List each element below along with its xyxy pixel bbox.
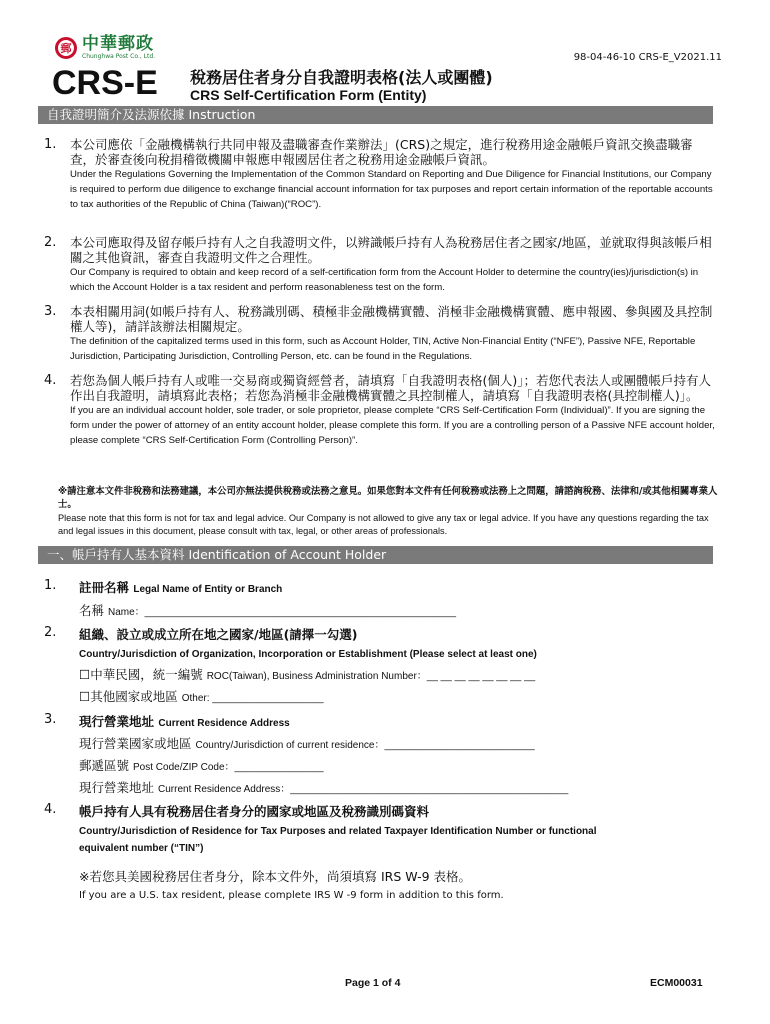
item-text-cn: 若您為個人帳戶持有人或唯一交易商或獨資經營者，請填寫「自我證明表格(個人)」；若您代表法人或團體帳戶持有人作出自我證明，請填寫此表格；若您為消極非金融機構實體之具控制權人，請填寫「自我證明表格(具控制權人)」。 xyxy=(70,373,712,403)
option-roc-label-en: ROC(Taiwan), Business Administration Number：__ __ __ __ __ __ __ __ xyxy=(206,671,536,682)
item-text-en: Under the Regulations Governing the Implementation of the Common Standard on Reporting and Due Diligence for Financial Institutions, our Company is required to perform due diligence to exchange financial account information for tax purposes and report certain information of the reportable accounts to tax authorities of the Republic of China (Taiwan)(“ROC”). xyxy=(70,169,713,210)
field-title-cn: 註冊名稱 xyxy=(79,580,130,595)
field-title-cn: 現行營業地址 xyxy=(79,714,155,729)
field-title-cn: 帳戶持有人具有稅務居住者身分的國家或地區及稅務識別碼資料 xyxy=(79,804,430,819)
item-text-en: Our Company is required to obtain and keep record of a self-certification form from the Account Holder to determine the country(ies)/jurisdiction(s) in which the Account Holder is a tax resident and perform reasonableness test on the form. xyxy=(70,267,699,293)
legal-note xyxy=(58,486,718,537)
us-resident-note-en: If you are a U.S. tax resident, please complete IRS W -9 form in addition to this form. xyxy=(79,890,504,901)
document-number: 98-04-46-10 CRS-E_V2021.11 xyxy=(573,52,722,63)
field-number: 2. xyxy=(44,625,57,640)
item-text-cn: 本公司應取得及留存帳戶持有人之自我證明文件，以辨識帳戶持有人為稅務居住者之國家/地區，並就取得與該帳戶相關之其他資訊，審查自我證明文件之合理性。 xyxy=(70,235,712,265)
address-label-en: Current Residence Address：__________________________________________________ xyxy=(158,784,569,795)
option-other-checkbox[interactable] xyxy=(79,687,716,705)
residence-country-label-en: Country/Jurisdiction of current residence：___________________________ xyxy=(195,740,535,751)
page-number: Page 1 of 4 xyxy=(345,977,401,989)
field-title-en: Country/Jurisdiction of Residence for Tax Purposes and related Taxpayer Identification Number or functional equivalent number (“TIN”) xyxy=(79,826,597,854)
legal-note-en: Please note that this form is not for tax and legal advice. Our Company is not allowed to give any tax or legal advice. If you have any questions regarding the tax and legal issues in this document, please consult with tax, legal, or other areas of professionals. xyxy=(58,513,709,536)
field-number: 1. xyxy=(44,578,57,593)
option-roc-checkbox[interactable] xyxy=(79,665,716,683)
instruction-section-bar: 自我證明簡介及法源依據 Instruction xyxy=(38,106,713,124)
field-title-en: Country/Jurisdiction of Organization, Incorporation or Establishment (Please select at least one) xyxy=(79,649,537,660)
postcode-label-cn: 郵遞區號 xyxy=(79,758,130,773)
field-legal-name xyxy=(44,578,716,619)
field-current-address xyxy=(44,712,716,796)
field-number: 4. xyxy=(44,802,57,817)
field-title-en: Current Residence Address xyxy=(158,718,290,729)
instruction-item-2 xyxy=(44,235,716,296)
residence-country-input-line[interactable] xyxy=(79,734,716,752)
name-input-line[interactable] xyxy=(79,601,716,619)
field-number: 3. xyxy=(44,712,57,727)
name-label-en: Name：________________________________________________________ xyxy=(108,607,457,618)
post-logo-icon: 郵 xyxy=(55,37,77,59)
postcode-input-line[interactable] xyxy=(79,756,716,774)
chunghwa-post-logo xyxy=(55,34,155,62)
item-text-cn: 本公司應依「金融機構執行共同申報及盡職審查作業辦法」(CRS)之規定，進行稅務用途金融帳戶資訊交換盡職審查，於審查後向稅捐稽徵機關申報應申報國居住者之稅務用途金融帳戶資訊。 xyxy=(70,137,693,167)
logo-name-cn: 中華郵政 xyxy=(82,34,154,54)
option-other-label-en: Other: ____________________ xyxy=(181,693,324,704)
address-input-line[interactable] xyxy=(79,778,716,796)
field-country-of-organization xyxy=(44,625,716,705)
form-code: CRS-E xyxy=(52,64,158,102)
item-text-en: If you are an individual account holder, sole trader, or sole proprietor, please complete “CRS Self-Certification Form (Individual)”. If you are signing the form under the power of attorney of an entity account holder, please complete this form. If you are a controlling person of a Passive NFE account holder, please complete “CRS Self-Certification Form (Controlling Person)”. xyxy=(70,405,715,446)
option-other-label-cn: ☐其他國家或地區 xyxy=(79,689,178,704)
logo-name-en: Chunghwa Post Co., Ltd. xyxy=(82,53,156,60)
form-title-cn: 稅務居住者身分自我證明表格(法人或團體) xyxy=(190,68,493,87)
postcode-label-en: Post Code/ZIP Code：________________ xyxy=(133,762,324,773)
item-number: 3. xyxy=(44,304,57,319)
item-number: 2. xyxy=(44,235,57,250)
option-roc-label-cn: ☐中華民國，統一編號 xyxy=(79,667,203,682)
form-title-en: CRS Self-Certification Form (Entity) xyxy=(190,87,427,103)
item-text-cn: 本表相關用詞(如帳戶持有人、稅務識別碼、積極非金融機構實體、消極非金融機構實體、應申報國、參與國及具控制權人等)，請詳該辦法相關規定。 xyxy=(70,304,713,334)
instruction-item-4 xyxy=(44,373,716,448)
residence-country-label-cn: 現行營業國家或地區 xyxy=(79,736,192,751)
name-label-cn: 名稱 xyxy=(79,603,105,618)
section1-bar: 一、帳戶持有人基本資料 Identification of Account Holder xyxy=(38,546,713,564)
instruction-item-3 xyxy=(44,304,716,365)
us-resident-note-cn: ※若您具美國稅務居住者身分，除本文件外，尚須填寫 IRS W-9 表格。 xyxy=(79,869,472,884)
address-label-cn: 現行營業地址 xyxy=(79,780,155,795)
legal-note-cn: ※請注意本文件非稅務和法務建議，本公司亦無法提供稅務或法務之意見。如果您對本文件有任何稅務或法務上之問題，請諮詢稅務、法律和/或其他相關專業人士。 xyxy=(58,486,718,510)
instruction-item-1 xyxy=(44,137,716,212)
form-footer-code: ECM00031 xyxy=(650,977,703,989)
field-title-en: Legal Name of Entity or Branch xyxy=(133,584,283,595)
item-text-en: The definition of the capitalized terms used in this form, such as Account Holder, TIN, Active Non-Financial Entity (“NFE”), Passive NFE, Reportable Jurisdiction, Participating Jurisdiction, Controlling Person, etc. can be found in the Regulations. xyxy=(70,336,696,362)
field-title-cn: 組織、設立或成立所在地之國家/地區(請擇一勾選) xyxy=(79,627,358,642)
field-tax-residence xyxy=(44,802,716,901)
item-number: 1. xyxy=(44,137,57,152)
item-number: 4. xyxy=(44,373,57,388)
